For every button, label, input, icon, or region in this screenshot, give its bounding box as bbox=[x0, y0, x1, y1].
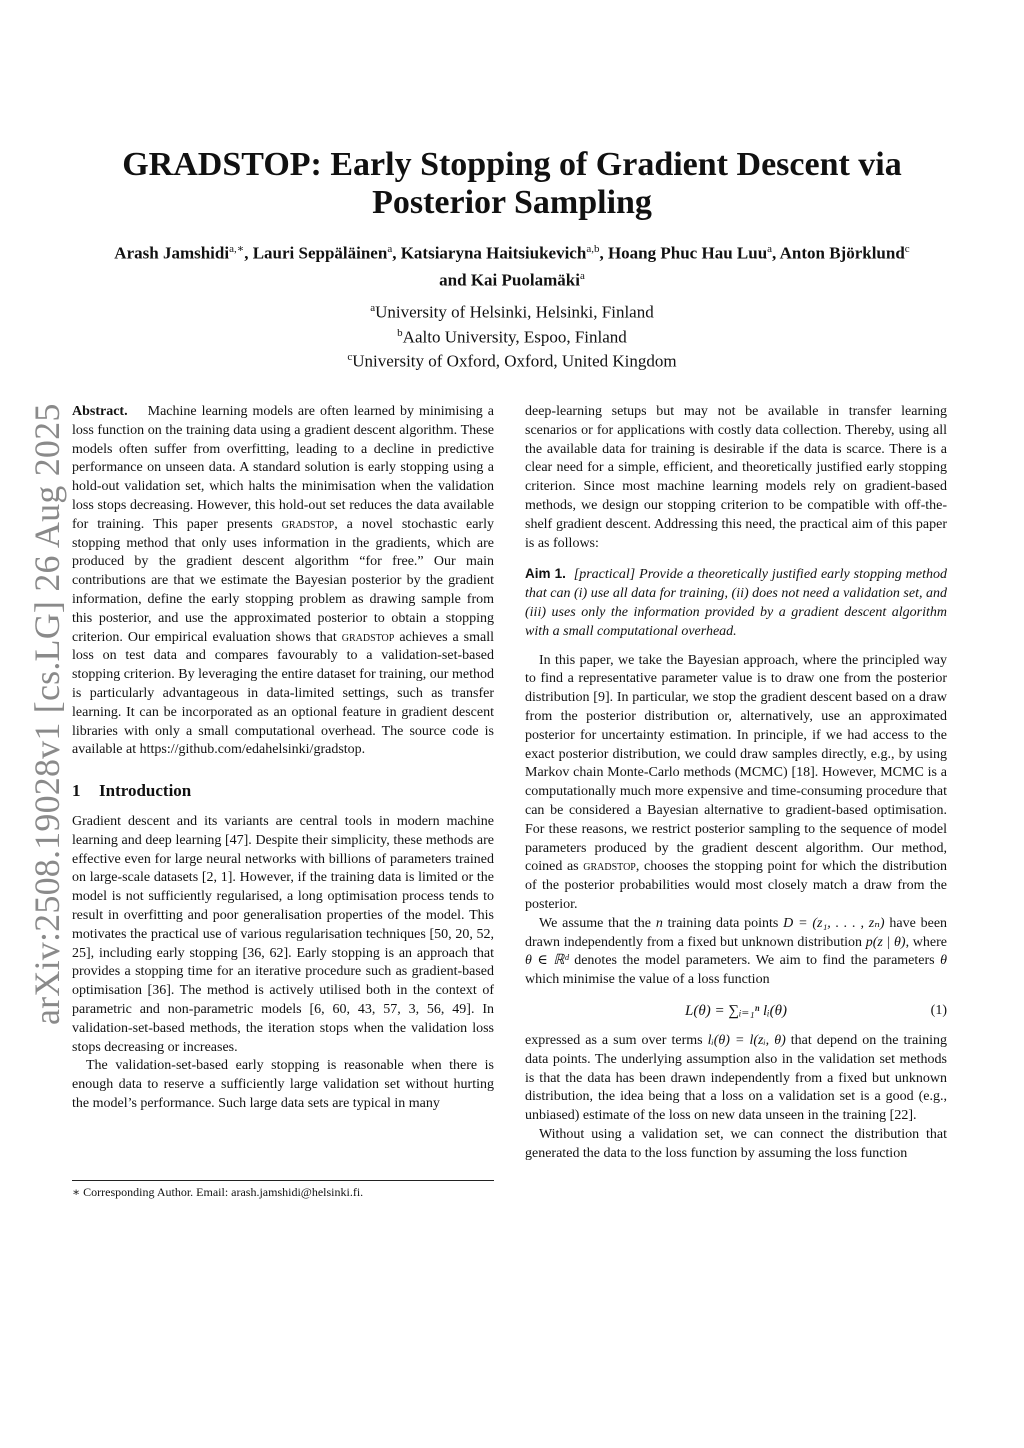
section-title: Introduction bbox=[99, 781, 192, 801]
author-affil-mark: a bbox=[579, 269, 585, 282]
arxiv-identifier-stamp: arXiv:2508.19028v1 [cs.LG] 26 Aug 2025 bbox=[27, 403, 67, 1025]
method-name: gradstop bbox=[583, 859, 636, 875]
affiliation-list bbox=[200, 298, 824, 372]
affiliation-text: Aalto University, Espoo, Finland bbox=[402, 327, 627, 347]
author-name: Anton Björklund bbox=[779, 243, 905, 263]
paragraph-text: training data points bbox=[667, 915, 779, 931]
math-inline: θ ∈ ℝᵈ bbox=[525, 953, 569, 969]
abstract-label: Abstract. bbox=[72, 404, 128, 419]
equation-number: (1) bbox=[930, 1002, 947, 1018]
author-affil-mark: a,∗ bbox=[229, 243, 245, 255]
affiliation-text: University of Helsinki, Helsinki, Finland bbox=[375, 302, 654, 322]
paragraph bbox=[525, 652, 947, 915]
paragraph-text: We assume that the bbox=[539, 915, 652, 931]
author-affil-mark: a bbox=[767, 243, 773, 255]
author-name: Kai Puolamäki bbox=[470, 270, 580, 290]
paragraph-text: expressed as a sum over terms bbox=[525, 1032, 703, 1048]
affiliation bbox=[200, 298, 824, 323]
paragraph: Without using a validation set, we can connect the distribution that generated the data to the loss function by assuming the loss function bbox=[525, 1126, 947, 1161]
author-affil-mark: a,b bbox=[586, 243, 600, 255]
author-name: Lauri Seppäläinen bbox=[252, 243, 388, 263]
abstract bbox=[72, 403, 494, 760]
equation-1 bbox=[525, 998, 947, 1024]
paper-title bbox=[90, 146, 934, 222]
abstract-text: Machine learning models are often learned by minimising a loss function on the training data using a gradient descent algorithm. These models often suffer from overfitting, leading to a decline in predictive performance on unseen data. A standard solution is early stopping using a hold-out validation set, which halts the minimisation when the validation loss stops decreasing. However, this hold-out set reduces the data available for training. This paper presents bbox=[72, 404, 494, 532]
aim-statement bbox=[525, 565, 947, 641]
abstract-text: achieves a small loss on test data and compares favourably to a validation-set-based stopping criterion. By leveraging the entire dataset for training, our method is particularly advantageous in data-limited settings, such as transfer learning. It can be incorporated as an optional feature in gradient descent libraries with only a small computational overhead. The source code is available at https://github.com/edahelsinki/gradstop. bbox=[72, 629, 495, 758]
affiliation-mark: c bbox=[347, 351, 353, 364]
abstract-text: , a novel stochastic early stopping method that only uses information in the gradients, which are produced by the gradient descent algorithm “for free.” Our main contributions are that we estimate the Bayesian posterior by the gradient information, define the early stopping problem as drawing sample from this posterior, and use the approximated posterior to obtain a stopping criterion. Our empirical evaluation shows that bbox=[72, 516, 494, 645]
affiliation-mark: a bbox=[370, 302, 376, 314]
paragraph bbox=[525, 1032, 947, 1126]
paragraph: The validation-set-based early stopping is reasonable when there is enough data to reserve a sufficiently large validation set without hurting the model’s performance. Such large data sets are typical in many bbox=[72, 1058, 494, 1111]
author-affil-mark: c bbox=[904, 243, 910, 255]
paragraph: deep-learning setups but may not be available in transfer learning scenarios or for applications with costly data collection. Thereby, using all the available data for training is desirable if the data is scarce. There is a clear need for a simple, efficient, and theoretically justified early stopping criterion. Since most machine learning models rely on gradient-based methods, we design our stopping criterion to be compatible with off-the-shelf gradient descent. Addressing this need, the practical aim of this paper is as follows: bbox=[525, 404, 947, 551]
method-name: gradstop bbox=[341, 629, 395, 645]
paragraph-text: that depend on the training data points. The underlying assumption also in the validation set methods is that the data has been drawn independently from a fixed but unknown distribution, the idea being that a loss on a validation set is a good (e.g., unbiased) estimate of the loss on new data unseen in the training [22]. bbox=[525, 1032, 948, 1124]
paragraph: Gradient descent and its variants are central tools in modern machine learning and deep learning [47]. Despite their simplicity, these methods are effective even for large neural networks with billions of parameters trained on large-scale datasets [2, 1]. However, if the training data is limited or the model is not sufficiently regularised, a long optimisation process tends to result in overfitting and poor generalisation properties of the model. This motivates the practical use of various regularisation techniques [50, 20, 52, 25], including early stopping [36, 62]. Early stopping is an approach that provides a stopping time for an iterative procedure such as gradient-based optimisation [36]. The method is actively utilised both in the context of parametric and non-parametric models [6, 60, 43, 57, 3, 56, 49]. In validation-set-based methods, the iteration stops when the validation loss stops decreasing or increases. bbox=[72, 813, 494, 1055]
method-name: gradstop bbox=[281, 516, 335, 532]
author-name: Hoang Phuc Hau Luu bbox=[607, 243, 768, 263]
paragraph-text: , where bbox=[905, 934, 947, 950]
paragraph-text: have been drawn independently from a fixed but unknown distribution bbox=[525, 915, 948, 950]
footnote: ∗ Corresponding Author. Email: arash.jamshidi@helsinki.fi. bbox=[72, 1180, 494, 1200]
affiliation-text: University of Oxford, Oxford, United Kingdom bbox=[352, 351, 677, 371]
left-column bbox=[72, 403, 494, 1114]
paragraph-text: In this paper, we take the Bayesian approach, where the principled way to find a representative parameter value is to draw one from the posterior distribution [9]. In particular, we stop the gradient descent based on a draw from the posterior distribution or, alternatively, use an approximated posterior for uncertainty estimation. In principle, if we had access to the exact posterior distribution, we could draw samples directly, e.g., by using Markov chain Monte-Carlo methods (MCMC) [18]. However, MCMC is a computationally much more expensive and time-consuming procedure that can be considered a Bayesian alternative to gradient-based optimisation. For these reasons, we restrict posterior sampling to the sequence of model parameters produced by the gradient descent algorithm. Our method, coined as bbox=[525, 652, 947, 875]
author-affil-mark: a bbox=[387, 243, 393, 255]
title-line-2: Posterior Sampling bbox=[372, 184, 652, 221]
math-inline: p(z | θ) bbox=[865, 934, 906, 950]
aim-label: Aim 1. bbox=[525, 566, 566, 582]
author-name: Arash Jamshidi bbox=[114, 243, 230, 263]
math-inline: D = (z₁, . . . , zₙ) bbox=[783, 915, 885, 931]
paragraph-text: , chooses the stopping point for which the distribution of the posterior probabilities would most closely match a draw from the posterior. bbox=[525, 859, 948, 912]
paragraph-text: which minimise the value of a loss function bbox=[525, 972, 770, 988]
aim-text: [practical] Provide a theoretically justified early stopping method that can (i) use all data for training, (ii) does not need a validation set, and (iii) uses only the information provided by a gradient descent algorithm with a small computational overhead. bbox=[525, 567, 948, 639]
right-column bbox=[525, 403, 947, 1163]
paragraph-text: denotes the model parameters. We aim to find the parameters bbox=[574, 953, 935, 969]
author-name: Katsiaryna Haitsiukevich bbox=[400, 243, 587, 263]
math-inline: n bbox=[655, 915, 663, 931]
math-inline: θ bbox=[940, 953, 948, 969]
section-heading-introduction bbox=[72, 782, 494, 801]
affiliation-mark: b bbox=[397, 326, 403, 339]
affiliation bbox=[200, 323, 824, 348]
title-line-1: GRADSTOP: Early Stopping of Gradient Descent via bbox=[122, 146, 902, 183]
affiliation bbox=[200, 347, 824, 372]
paragraph bbox=[525, 915, 947, 990]
equation-body: L(θ) = ∑ᵢ₌₁ⁿ lᵢ(θ) bbox=[685, 1002, 787, 1019]
math-inline: lᵢ(θ) = l(zᵢ, θ) bbox=[707, 1032, 786, 1048]
author-list: Arash Jamshidi$^{a,∗}$, Lauri Seppäläinen$^a$, Katsiaryna Haitsiukevich$^{a,b}$, Hoang Phuc Hau Luu$^a$, Anton Björklund$^c$ and Kai Puolamäki$^a$ bbox=[114, 243, 910, 290]
section-number: 1 bbox=[72, 781, 81, 801]
